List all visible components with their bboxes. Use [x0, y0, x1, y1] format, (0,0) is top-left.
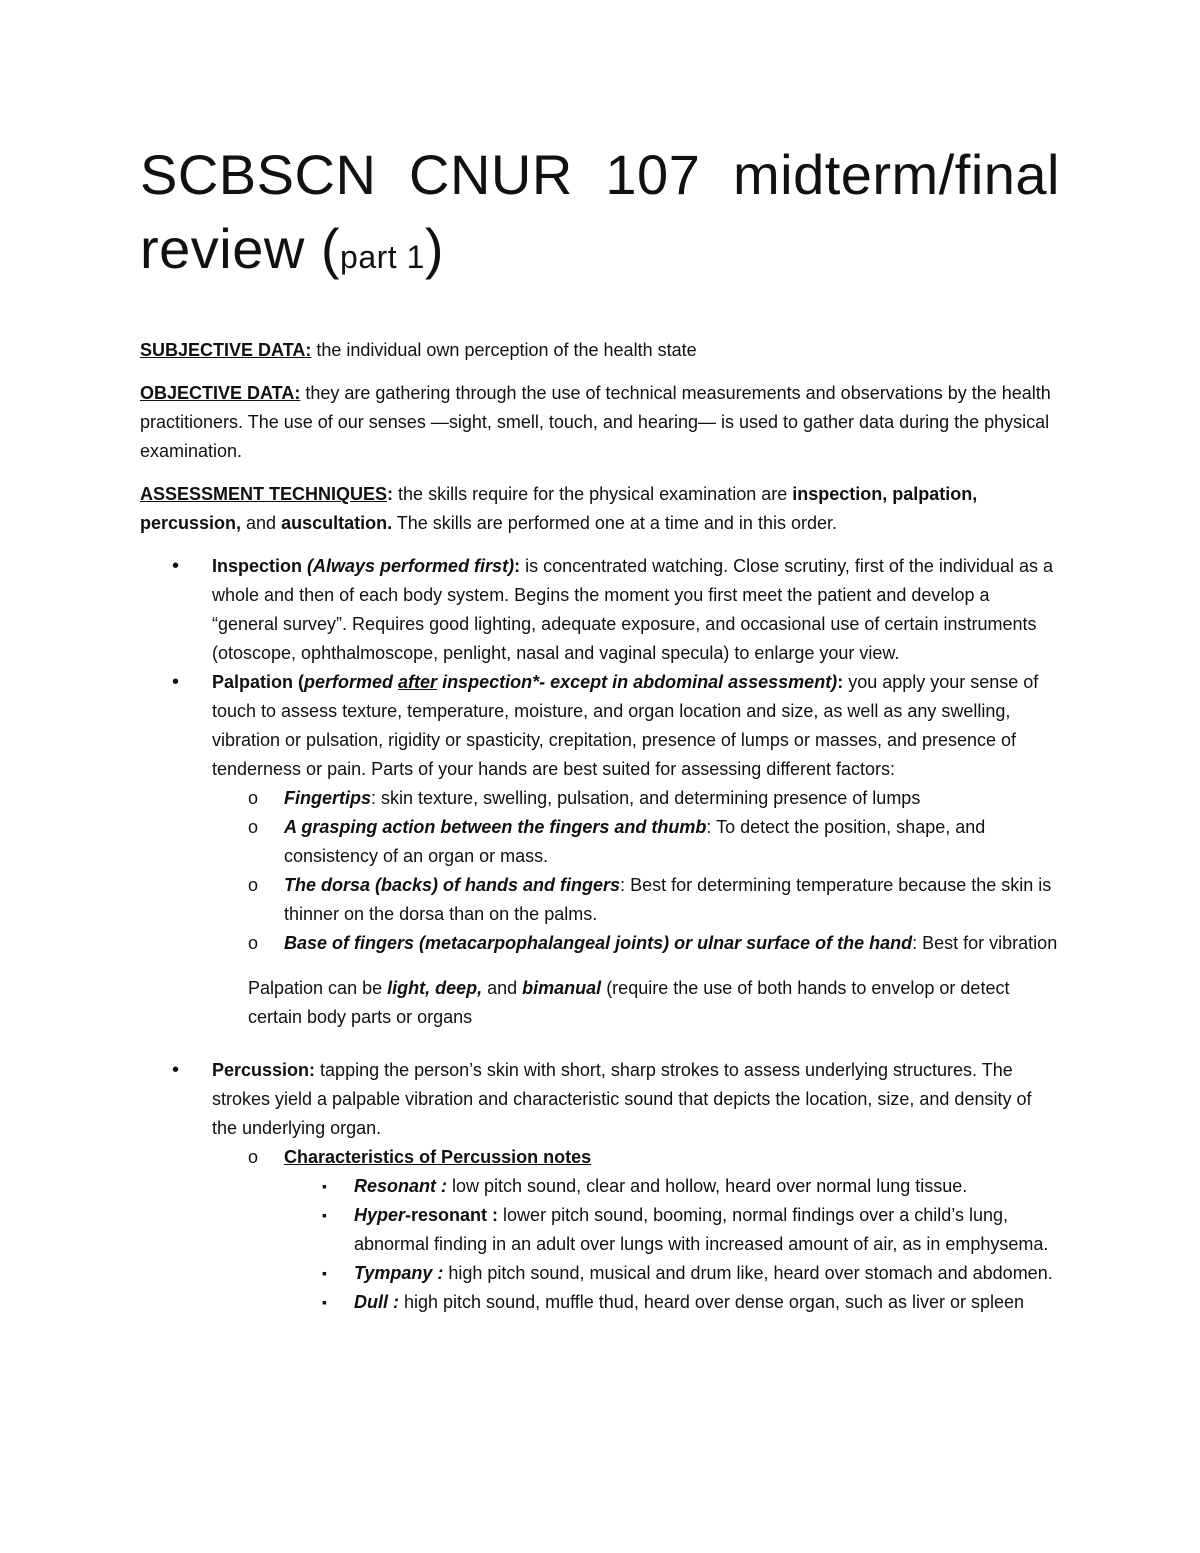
palpation-colon: : [837, 672, 844, 692]
hand-part-term: Base of fingers (metacarpophalangeal joints) or ulnar surface of the hand [284, 933, 913, 953]
assessment-text-1: the skills require for the physical examination are [393, 484, 793, 504]
assessment-text-2: and [241, 513, 282, 533]
palpation-qualifier-1: performed [304, 672, 399, 692]
list-item-hand-part [212, 784, 1060, 813]
hand-part-colon: : [706, 817, 712, 837]
hand-part-term: The dorsa (backs) of hands and fingers [284, 875, 621, 895]
list-item-note [284, 1288, 1060, 1317]
palpation-types-note [212, 974, 1060, 1032]
subjective-data-paragraph [140, 336, 1060, 365]
note-term: Tympany : [354, 1263, 444, 1283]
objective-data-paragraph [140, 379, 1060, 466]
inspection-qualifier: (Always performed first) [307, 556, 515, 576]
note-term-plain: -resonant : [405, 1205, 499, 1225]
note-bold-2: bimanual [522, 978, 602, 998]
title-part: part 1 [340, 239, 425, 275]
palpation-after: after [398, 672, 438, 692]
techniques-list [140, 552, 1060, 1317]
list-item-note [284, 1172, 1060, 1201]
note-text-2: and [482, 978, 523, 998]
note-description: high pitch sound, musical and drum like, heard over stomach and abdomen. [443, 1263, 1053, 1283]
inspection-text: is concentrated watching. Close scrutiny, first of the individual as a whole and then of each body system. Begins the moment you first meet the patient and develop a “general survey”. Requires good lighting, adequate exposure, and occasional use of certain instruments (otoscope, ophthalmoscope, penlight, nasal and vaginal specula) to enlarge your view. [212, 556, 1053, 663]
note-term: Resonant : [354, 1176, 448, 1196]
assessment-bold-1: inspection, palpation, percussion, [140, 484, 978, 533]
percussion-notes-heading: Characteristics of Percussion notes [284, 1147, 592, 1167]
note-description: low pitch sound, clear and hollow, heard over normal lung tissue. [447, 1176, 968, 1196]
hand-part-text: Best for determining temperature because the skin is thinner on the dorsa than on the palms. [284, 875, 1052, 924]
hand-part-term: Fingertips [284, 788, 372, 808]
hand-part-text: skin texture, swelling, pulsation, and determining presence of lumps [376, 788, 921, 808]
percussion-text: tapping the person’s skin with short, sharp strokes to assess underlying structures. The strokes yield a palpable vibration and characteristic sound that depicts the location, size, and density of the underlying organ. [212, 1060, 1032, 1138]
hand-part-term: A grasping action between the fingers and thumb [284, 817, 707, 837]
percussion-notes-list [284, 1172, 1060, 1317]
hand-part-text: To detect the position, shape, and consistency of an organ or mass. [284, 817, 986, 866]
assessment-colon: : [387, 484, 394, 504]
list-item-hand-part [212, 929, 1060, 958]
hand-part-colon: : [371, 788, 377, 808]
assessment-bold-2: auscultation. [281, 513, 393, 533]
note-text-3: (require the use of both hands to envelop or detect certain body parts or organs [248, 978, 1010, 1027]
objective-data-text: they are gathering through the use of technical measurements and observations by the health practitioners. The use of our senses —sight, smell, touch, and hearing— is used to gather data during the physical examination. [140, 383, 1051, 461]
hand-parts-list [212, 784, 1060, 958]
note-bold-1: light, deep, [387, 978, 483, 998]
assessment-techniques-label: ASSESSMENT TECHNIQUES [140, 484, 388, 504]
percussion-sub-list [212, 1143, 1060, 1317]
hand-part-text: Best for vibration [917, 933, 1058, 953]
note-text-1: Palpation can be [248, 978, 388, 998]
title-main: SCBSCN CNUR 107 midterm/final review ( [140, 143, 1060, 280]
title-close: ) [424, 217, 445, 280]
document-content [140, 138, 1060, 1317]
hand-part-colon: : [620, 875, 626, 895]
note-term: Dull : [354, 1292, 399, 1312]
objective-data-label: OBJECTIVE DATA: [140, 383, 301, 403]
list-item-note [284, 1201, 1060, 1259]
list-item-hand-part [212, 871, 1060, 929]
subjective-data-label: SUBJECTIVE DATA: [140, 340, 312, 360]
list-item-percussion [140, 1056, 1060, 1317]
palpation-name: Palpation ( [212, 672, 305, 692]
list-item-inspection [140, 552, 1060, 668]
list-item-hand-part [212, 813, 1060, 871]
palpation-qualifier-2: inspection*- except in abdominal assessment) [437, 672, 838, 692]
palpation-text: you apply your sense of touch to assess texture, temperature, moisture, and organ location and size, as well as any swelling, vibration or pulsation, rigidity or spasticity, crepitation, presence of lumps or masses, and presence of tenderness or pain. Parts of your hands are best suited for assessing different factors: [212, 672, 1039, 779]
note-description: high pitch sound, muffle thud, heard over dense organ, such as liver or spleen [399, 1292, 1025, 1312]
hand-part-colon: : [912, 933, 918, 953]
inspection-name: Inspection [212, 556, 308, 576]
note-term: Hyper [354, 1205, 406, 1225]
subjective-data-text: the individual own perception of the health state [311, 340, 697, 360]
list-item-percussion-notes [212, 1143, 1060, 1317]
assessment-techniques-paragraph [140, 480, 1060, 538]
note-description: lower pitch sound, booming, normal findings over a child’s lung, abnormal finding in an adult over lungs with increased amount of air, as in emphysema. [354, 1205, 1049, 1254]
assessment-text-3: The skills are performed one at a time and in this order. [392, 513, 837, 533]
inspection-colon: : [514, 556, 521, 576]
list-item-note [284, 1259, 1060, 1288]
list-item-palpation [140, 668, 1060, 1032]
document-title [140, 138, 1060, 294]
percussion-name: Percussion: [212, 1060, 316, 1080]
